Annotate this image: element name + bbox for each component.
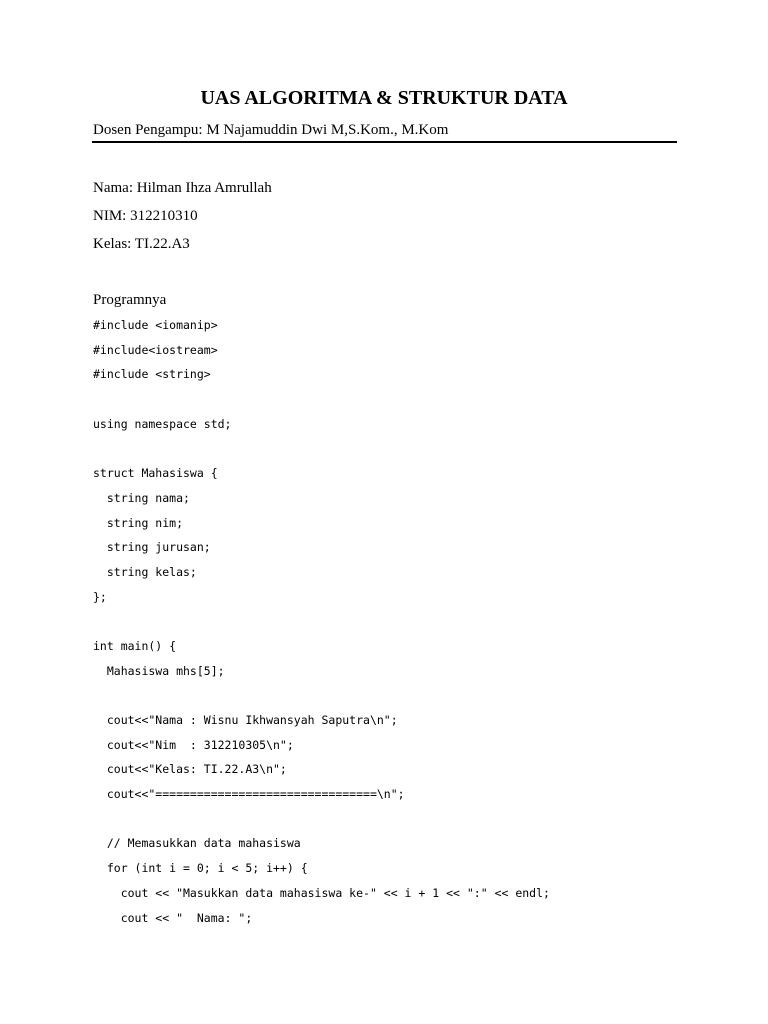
code-line: }; xyxy=(93,589,107,604)
code-line: string jurusan; xyxy=(93,540,211,555)
document-title: UAS ALGORITMA & STRUKTUR DATA xyxy=(200,87,568,109)
code-line: string nim; xyxy=(93,515,184,530)
code-line: using namespace std; xyxy=(93,416,232,431)
code-line xyxy=(93,688,693,713)
code-line: int main() { xyxy=(93,638,177,653)
header-divider xyxy=(92,141,677,143)
code-line: string kelas; xyxy=(93,564,197,579)
code-line: #include <iomanip> xyxy=(93,318,218,332)
code-line: cout<<"Kelas: TI.22.A3\n"; xyxy=(93,762,287,777)
code-line: struct Mahasiswa { xyxy=(93,466,218,481)
code-line: cout<<"Nama : Wisnu Ikhwansyah Saputra\n"; xyxy=(93,713,398,727)
code-line: // Memasukkan data mahasiswa xyxy=(93,836,301,851)
code-line: #include <string> xyxy=(93,367,211,382)
code-line: cout<<"================================\n"; xyxy=(93,787,405,802)
code-line xyxy=(93,812,693,837)
student-name: Nama: Hilman Ihza Amrullah xyxy=(93,180,272,196)
lecturer-line: Dosen Pengampu: M Najamuddin Dwi M,S.Kom., M.Kom xyxy=(93,122,449,138)
student-class: Kelas: TI.22.A3 xyxy=(93,236,190,252)
program-heading: Programnya xyxy=(93,292,167,308)
code-line: cout<<"Nim : 312210305\n"; xyxy=(93,737,294,752)
code-line xyxy=(93,441,693,466)
student-nim: NIM: 312210310 xyxy=(93,208,198,224)
code-line xyxy=(93,392,693,417)
code-line: #include<iostream> xyxy=(93,342,218,357)
code-line: Mahasiswa mhs[5]; xyxy=(93,663,225,678)
code-line: cout << " Nama: "; xyxy=(93,910,253,925)
code-line: string nama; xyxy=(93,490,190,505)
code-line: cout << "Masukkan data mahasiswa ke-" << i + 1 << ":" << endl; xyxy=(93,885,550,900)
code-listing xyxy=(93,318,693,935)
code-line xyxy=(93,614,693,639)
code-line: for (int i = 0; i < 5; i++) { xyxy=(93,861,308,876)
